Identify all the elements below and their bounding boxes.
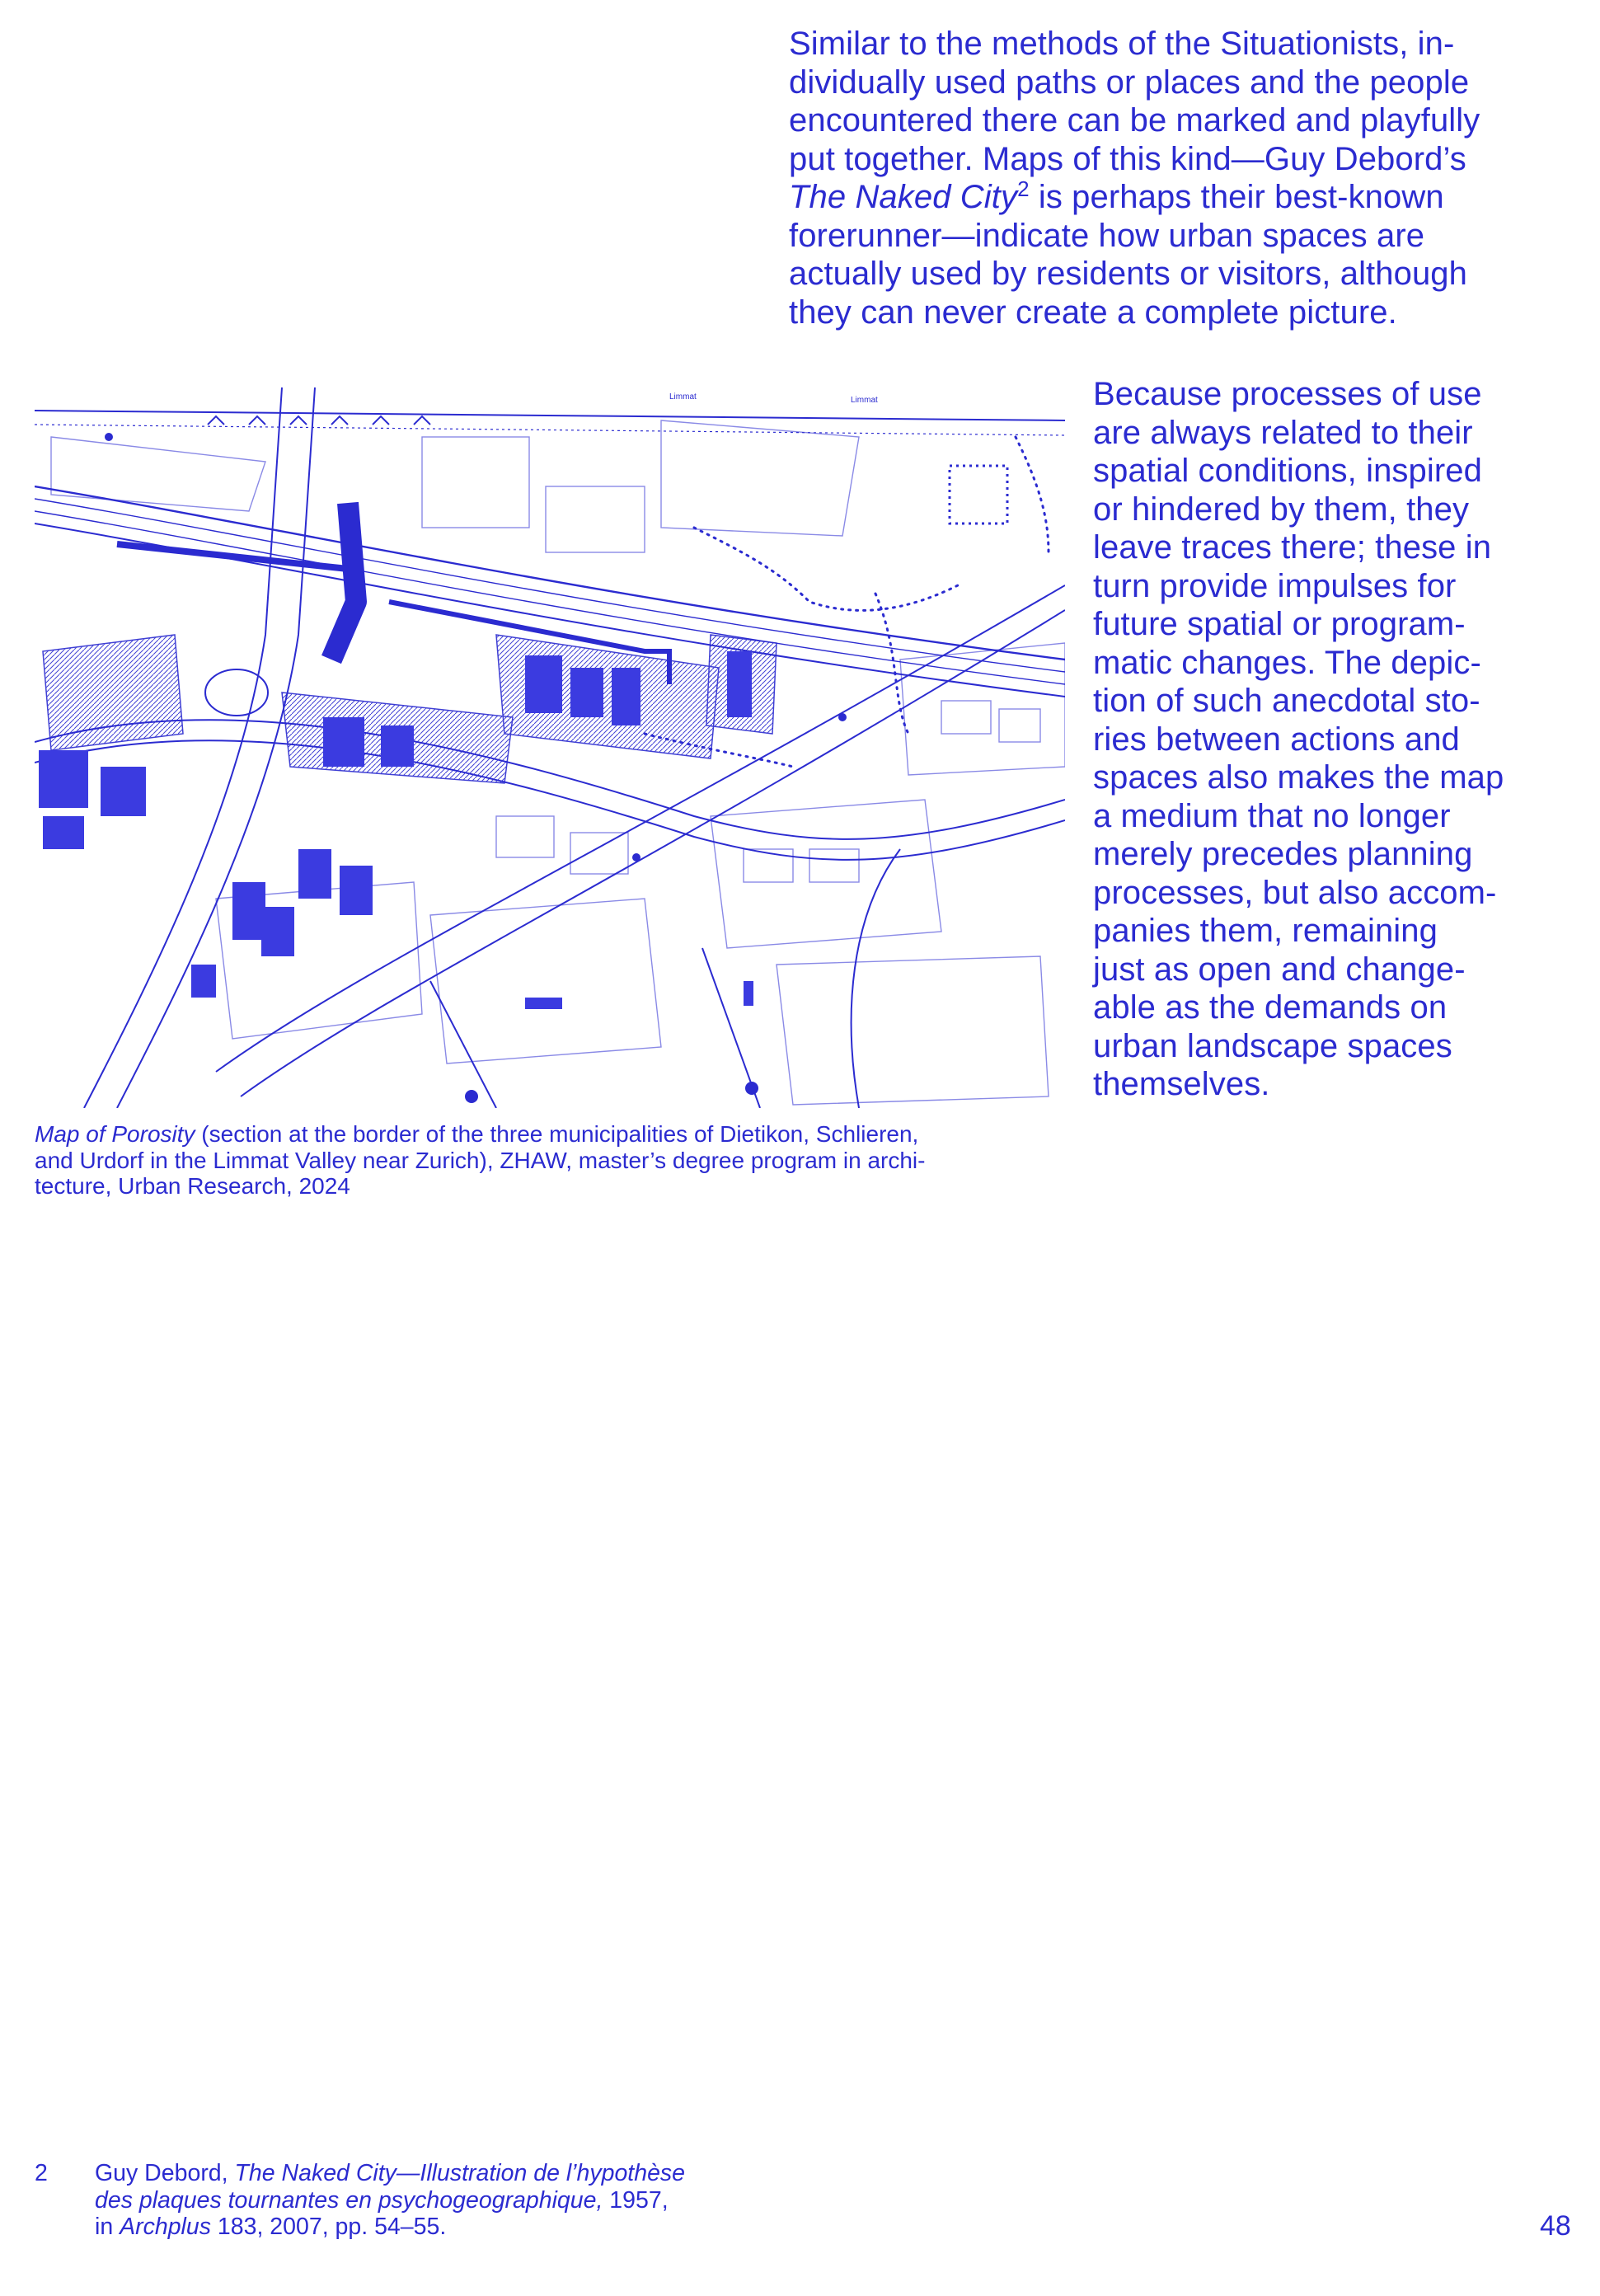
highlighted-building bbox=[525, 655, 562, 713]
intro-line bbox=[789, 178, 1523, 217]
naked-city-title: The Naked City bbox=[789, 179, 1018, 215]
building-outline bbox=[809, 849, 859, 882]
body-line: tion of such anecdotal sto- bbox=[1093, 683, 1480, 719]
parcel-outline bbox=[51, 437, 265, 511]
body-line: a medium that no longer bbox=[1093, 797, 1451, 834]
highlighted-building bbox=[525, 998, 562, 1009]
footnote-author: Guy Debord, bbox=[95, 2160, 235, 2186]
highway bbox=[84, 387, 282, 1108]
body-line: spaces also makes the map bbox=[1093, 759, 1504, 796]
body-line: turn provide impulses for bbox=[1093, 567, 1457, 604]
main-road bbox=[35, 740, 1065, 860]
body-line: ries between actions and bbox=[1093, 721, 1460, 758]
intro-line: Similar to the methods of the Situationists, in- bbox=[789, 26, 1455, 62]
highlighted-building bbox=[39, 750, 88, 808]
footnote-title: The Naked City—Illustration de l’hypothèse bbox=[234, 2160, 686, 2186]
body-line: processes, but also accom- bbox=[1093, 874, 1497, 911]
footnote-line bbox=[95, 2160, 837, 2187]
caption-title: Map of Porosity bbox=[35, 1121, 195, 1147]
footnote-line bbox=[95, 2187, 837, 2214]
parcel-outline bbox=[661, 420, 859, 536]
body-line: merely precedes planning bbox=[1093, 836, 1473, 872]
highway bbox=[117, 387, 315, 1108]
intro-paragraph bbox=[789, 25, 1523, 331]
building-outline bbox=[422, 437, 529, 528]
marked-path bbox=[117, 544, 348, 569]
dotted-path bbox=[694, 528, 958, 610]
building-outline bbox=[744, 849, 793, 882]
river-line bbox=[35, 411, 1065, 420]
map-drawing bbox=[35, 387, 1065, 1108]
body-line: or hindered by them, they bbox=[1093, 491, 1470, 528]
parcel-outline bbox=[777, 956, 1049, 1105]
body-line: able as the demands on bbox=[1093, 989, 1448, 1026]
tree-markers bbox=[208, 416, 430, 425]
highlighted-area bbox=[43, 635, 183, 750]
limmat-label: Limmat bbox=[669, 392, 697, 401]
side-road bbox=[430, 981, 496, 1108]
body-line: future spatial or program- bbox=[1093, 606, 1466, 642]
intro-line: actually used by residents or visitors, although bbox=[789, 256, 1468, 292]
footnote-reference[interactable]: 2 bbox=[1017, 176, 1030, 201]
location-marker bbox=[632, 853, 640, 862]
caption-text: (section at the border of the three municipalities of Dietikon, Schlieren, bbox=[195, 1121, 919, 1147]
building-outline bbox=[999, 709, 1040, 742]
side-road bbox=[852, 849, 900, 1108]
body-line: spatial conditions, inspired bbox=[1093, 453, 1482, 489]
footnote-journal: Archplus bbox=[120, 2214, 211, 2240]
intro-line: forerunner—indicate how urban spaces are bbox=[789, 217, 1425, 254]
roundabout bbox=[205, 669, 268, 716]
intro-line: dividually used paths or places and the people bbox=[789, 63, 1470, 101]
building-outline bbox=[570, 833, 628, 874]
intro-line: they can never create a complete picture. bbox=[789, 293, 1397, 331]
footnote-line bbox=[95, 2214, 837, 2241]
location-marker bbox=[838, 713, 847, 721]
highlighted-building bbox=[727, 651, 752, 717]
highlighted-building bbox=[744, 981, 753, 1006]
body-line: matic changes. The depic- bbox=[1093, 644, 1481, 681]
footnote-text bbox=[95, 2160, 837, 2241]
highlighted-building bbox=[323, 717, 364, 767]
building-outline bbox=[546, 486, 645, 552]
body-line: are always related to their bbox=[1093, 414, 1473, 451]
caption-line: and Urdorf in the Limmat Valley near Zurich), ZHAW, master’s degree program in archi- bbox=[35, 1147, 926, 1173]
limmat-label: Limmat bbox=[851, 396, 878, 405]
highlighted-building bbox=[101, 767, 146, 816]
map-of-porosity bbox=[35, 387, 1065, 1108]
marked-path bbox=[331, 503, 356, 660]
highlighted-building bbox=[261, 907, 294, 956]
highlighted-building bbox=[191, 965, 216, 998]
right-column-paragraph bbox=[1093, 375, 1538, 1104]
highlighted-building bbox=[340, 866, 373, 915]
body-line: panies them, remaining bbox=[1093, 913, 1438, 949]
intro-line: put together. Maps of this kind—Guy Debord’s bbox=[789, 140, 1466, 177]
intro-line-rest: is perhaps their best-known bbox=[1029, 179, 1444, 215]
building-outline bbox=[941, 701, 991, 734]
caption-line bbox=[35, 1121, 1073, 1148]
dotted-plaza bbox=[950, 466, 1007, 524]
intro-line: encountered there can be marked and playfully bbox=[789, 102, 1480, 139]
highlighted-building bbox=[612, 668, 640, 725]
footnote-in: in bbox=[95, 2214, 120, 2240]
parcel-outline bbox=[430, 899, 661, 1063]
body-line: Because processes of use bbox=[1093, 376, 1482, 412]
location-marker bbox=[105, 433, 113, 441]
footnote-year: 1957, bbox=[603, 2186, 669, 2214]
highlighted-building bbox=[298, 849, 331, 899]
parcel-outline bbox=[711, 800, 941, 948]
page-number: 48 bbox=[1540, 2210, 1571, 2242]
footnote-number: 2 bbox=[35, 2160, 48, 2186]
dotted-path bbox=[1016, 437, 1049, 552]
body-line: leave traces there; these in bbox=[1093, 529, 1492, 566]
figure-caption bbox=[35, 1121, 1073, 1200]
footnote-details: 183, 2007, pp. 54–55. bbox=[211, 2214, 447, 2240]
location-marker bbox=[745, 1082, 758, 1095]
highlighted-building bbox=[232, 882, 265, 940]
highlighted-building bbox=[43, 816, 84, 849]
footnote-title: des plaques tournantes en psychogeographique, bbox=[95, 2186, 603, 2214]
location-marker bbox=[465, 1090, 478, 1103]
body-line: urban landscape spaces bbox=[1093, 1027, 1452, 1064]
river-bank bbox=[35, 425, 1065, 435]
building-outline bbox=[496, 816, 554, 857]
highlighted-building bbox=[381, 725, 414, 767]
caption-line: tecture, Urban Research, 2024 bbox=[35, 1173, 350, 1199]
body-line: just as open and change- bbox=[1093, 951, 1466, 988]
body-line: themselves. bbox=[1093, 1066, 1270, 1102]
highlighted-building bbox=[570, 668, 603, 717]
